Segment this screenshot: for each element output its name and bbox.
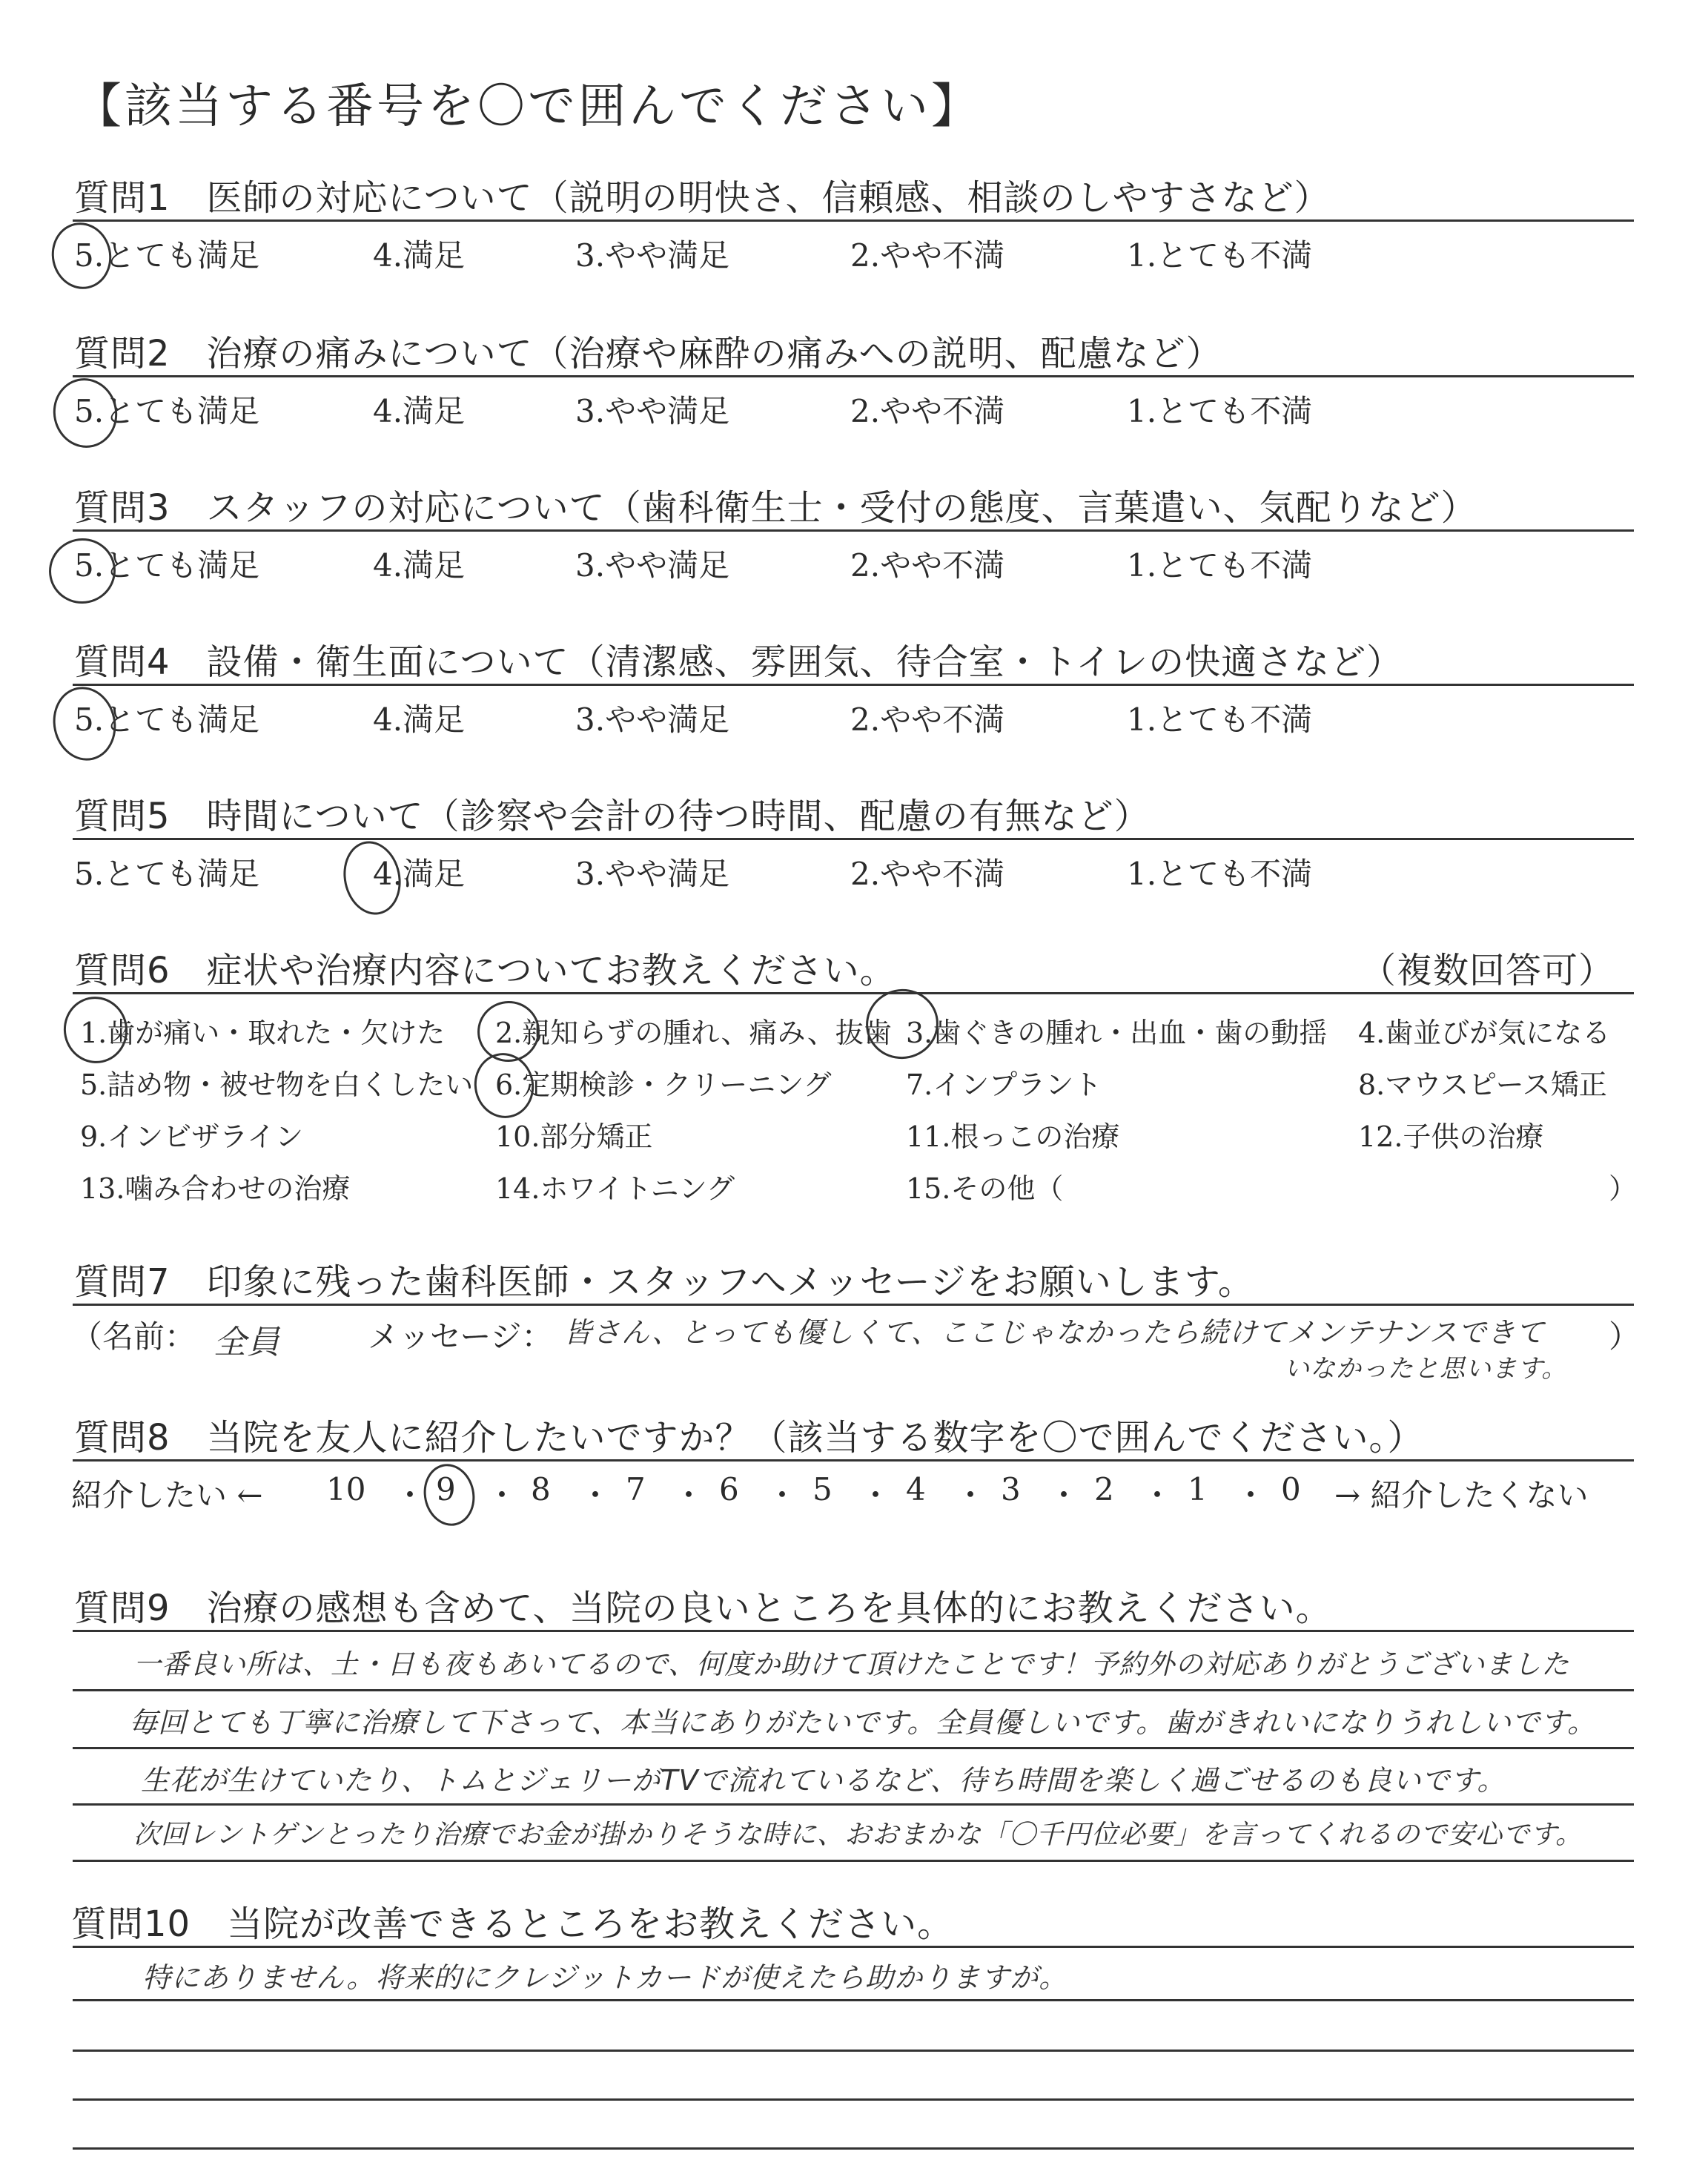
q8-dot: ・ xyxy=(955,1477,987,1513)
page-title: 【該当する番号を〇で囲んでください】 xyxy=(74,79,982,134)
q8-score-4[interactable]: 4 xyxy=(906,1471,926,1507)
q8-dot: ・ xyxy=(860,1477,892,1513)
q2-option-2[interactable]: 2.やや不満 xyxy=(850,393,1005,429)
q8-answer-circle xyxy=(418,1459,480,1530)
q8-score-3[interactable]: 3 xyxy=(1001,1471,1021,1507)
q8-dot: ・ xyxy=(767,1477,798,1513)
q8-score-1[interactable]: 1 xyxy=(1188,1471,1208,1507)
q6-item-7[interactable]: 7.インプラント xyxy=(906,1069,1102,1101)
q5-rule xyxy=(73,838,1634,840)
q6-item-12[interactable]: 12.子供の治療 xyxy=(1358,1120,1544,1153)
q7-name-value[interactable]: 全員 xyxy=(214,1324,280,1361)
q8-score-8[interactable]: 8 xyxy=(531,1471,551,1507)
q9-answer-line-3[interactable]: 生花が生けていたり、トムとジェリーがTVで流れているなど、待ち時間を楽しく過ごせるのも良いです。 xyxy=(141,1764,1506,1797)
q5-option-2[interactable]: 2.やや不満 xyxy=(850,856,1005,892)
q6-heading: 質問6 症状や治療内容についてお教えください。 xyxy=(74,950,896,991)
q7-heading: 質問7 印象に残った歯科医師・スタッフへメッセージをお願いします。 xyxy=(74,1261,1254,1303)
q6-item-13[interactable]: 13.噛み合わせの治療 xyxy=(80,1172,351,1205)
q1-answer-circle xyxy=(46,217,118,295)
q1-option-4[interactable]: 4.満足 xyxy=(373,237,466,274)
q8-right-label: → 紹介したくない xyxy=(1334,1477,1589,1513)
q8-score-7[interactable]: 7 xyxy=(626,1471,646,1507)
q2-option-5[interactable]: 5.とても満足 xyxy=(74,393,260,429)
q6-item-14[interactable]: 14.ホワイトニング xyxy=(495,1172,735,1205)
q10-rule-0 xyxy=(73,1946,1634,1948)
q8-dot: ・ xyxy=(673,1477,705,1513)
q8-score-10[interactable]: 10 xyxy=(326,1471,366,1507)
q5-heading: 質問5 時間について（診察や会計の待つ時間、配慮の有無など） xyxy=(74,796,1151,837)
q9-answer-line-4[interactable]: 次回レントゲンとったり治療でお金が掛かりそうな時に、おおまかな「〇千円位必要」を言ってくれるので安心です。 xyxy=(133,1820,1583,1850)
q4-rule xyxy=(73,684,1634,686)
q6-item-2[interactable]: 2.親知らずの腫れ、痛み、抜歯 xyxy=(495,1017,892,1049)
q3-option-1[interactable]: 1.とても不満 xyxy=(1127,547,1313,584)
q7-message-line-1[interactable]: 皆さん、とっても優しくて、ここじゃなかったら続けてメンテナンスできて xyxy=(563,1316,1545,1349)
q2-option-3[interactable]: 3.やや満足 xyxy=(575,393,730,429)
q4-option-1[interactable]: 1.とても不満 xyxy=(1127,701,1313,738)
q8-dot: ・ xyxy=(1048,1477,1080,1513)
q6-item-15[interactable]: 15.その他（ xyxy=(906,1172,1064,1205)
q1-option-2[interactable]: 2.やや不満 xyxy=(850,237,1005,274)
q9-answer-line-1[interactable]: 一番良い所は、土・日も夜もあいてるので、何度か助けて頂けたことです！予約外の対応ありがとうございました xyxy=(133,1648,1570,1680)
q2-rule xyxy=(73,375,1634,377)
q8-left-label: 紹介したい ← xyxy=(71,1477,263,1513)
q6-answer-circle-6 xyxy=(469,1048,540,1124)
q1-option-5[interactable]: 5.とても満足 xyxy=(74,237,260,274)
q3-rule xyxy=(73,529,1634,532)
q8-dot: ・ xyxy=(1142,1477,1174,1513)
q3-option-2[interactable]: 2.やや不満 xyxy=(850,547,1005,584)
q6-item-5[interactable]: 5.詰め物・被せ物を白くしたい xyxy=(80,1069,474,1101)
q6-rule xyxy=(73,992,1634,994)
q4-option-3[interactable]: 3.やや満足 xyxy=(575,701,730,738)
q6-item-3[interactable]: 3.歯ぐきの腫れ・出血・歯の動揺 xyxy=(906,1017,1328,1049)
q9-rule-0 xyxy=(73,1630,1634,1632)
q1-option-3[interactable]: 3.やや満足 xyxy=(575,237,730,274)
q1-rule xyxy=(73,219,1634,222)
q8-score-6[interactable]: 6 xyxy=(719,1471,739,1507)
q1-heading: 質問1 医師の対応について（説明の明快さ、信頼感、相談のしやすさなど） xyxy=(74,177,1331,219)
q8-dot: ・ xyxy=(394,1477,426,1513)
q4-option-5[interactable]: 5.とても満足 xyxy=(74,701,260,738)
q6-item-1[interactable]: 1.歯が痛い・取れた・欠けた xyxy=(80,1017,446,1049)
q2-heading: 質問2 治療の痛みについて（治療や麻酔の痛みへの説明、配慮など） xyxy=(74,333,1222,374)
q8-heading: 質問8 当院を友人に紹介したいですか？（該当する数字を〇で囲んでください。） xyxy=(74,1417,1424,1459)
q6-item-9[interactable]: 9.インビザライン xyxy=(80,1120,304,1153)
q9-heading: 質問9 治療の感想も含めて、当院の良いところを具体的にお教えください。 xyxy=(74,1588,1332,1629)
q4-option-4[interactable]: 4.満足 xyxy=(373,701,466,738)
q9-rule-1 xyxy=(73,1689,1634,1691)
q9-answer-line-2[interactable]: 毎回とても丁寧に治療して下さって、本当にありがたいです。全員優しいです。歯がきれいになりうれしいです。 xyxy=(129,1706,1597,1739)
q8-dot: ・ xyxy=(580,1477,612,1513)
q6-item-10[interactable]: 10.部分矯正 xyxy=(495,1120,653,1153)
q7-rule xyxy=(73,1304,1634,1306)
q9-rule-3 xyxy=(73,1803,1634,1806)
q2-option-4[interactable]: 4.満足 xyxy=(373,393,466,429)
q3-heading: 質問3 スタッフの対応について（歯科衛生士・受付の態度、言葉遣い、気配りなど） xyxy=(74,487,1477,529)
q10-rule-3 xyxy=(73,2098,1634,2101)
q2-option-1[interactable]: 1.とても不満 xyxy=(1127,393,1313,429)
q8-score-0[interactable]: 0 xyxy=(1281,1471,1301,1507)
q6-item-4[interactable]: 4.歯並びが気になる xyxy=(1358,1017,1611,1049)
q8-dot: ・ xyxy=(1235,1477,1267,1513)
q6-other-close: ） xyxy=(1609,1172,1638,1205)
q5-option-3[interactable]: 3.やや満足 xyxy=(575,856,730,892)
q5-answer-circle xyxy=(337,836,407,920)
q8-dot: ・ xyxy=(486,1477,518,1513)
q4-heading: 質問4 設備・衛生面について（清潔感、雰囲気、待合室・トイレの快適さなど） xyxy=(74,641,1403,683)
q7-message-line-2[interactable]: いなかったと思います。 xyxy=(1284,1354,1568,1384)
q3-option-4[interactable]: 4.満足 xyxy=(373,547,466,584)
q8-score-2[interactable]: 2 xyxy=(1094,1471,1114,1507)
q9-rule-2 xyxy=(73,1747,1634,1749)
q3-option-5[interactable]: 5.とても満足 xyxy=(74,547,260,584)
q7-name-label: （名前： xyxy=(71,1318,196,1355)
q8-score-9[interactable]: 9 xyxy=(436,1471,456,1507)
q5-option-5[interactable]: 5.とても満足 xyxy=(74,856,260,892)
q6-item-8[interactable]: 8.マウスピース矯正 xyxy=(1358,1069,1607,1101)
q8-rule xyxy=(73,1459,1634,1462)
q1-option-1[interactable]: 1.とても不満 xyxy=(1127,237,1313,274)
q7-close-paren: ） xyxy=(1609,1318,1641,1355)
q6-answer-circle-1 xyxy=(58,991,134,1069)
q10-heading: 質問10 当院が改善できるところをお教えください。 xyxy=(71,1903,954,1945)
q8-score-5[interactable]: 5 xyxy=(812,1471,833,1507)
q6-answer-circle-3 xyxy=(859,982,944,1066)
q7-message-label: メッセージ： xyxy=(368,1318,553,1355)
q6-item-11[interactable]: 11.根っこの治療 xyxy=(906,1120,1120,1153)
q10-rule-4 xyxy=(73,2147,1634,2150)
q4-option-2[interactable]: 2.やや不満 xyxy=(850,701,1005,738)
q6-item-6[interactable]: 6.定期検診・クリーニング xyxy=(495,1069,832,1101)
q10-answer-line-1[interactable]: 特にありません。将来的にクレジットカードが使えたら助かりますが。 xyxy=(142,1961,1068,1994)
q2-answer-circle xyxy=(47,372,124,454)
q3-option-3[interactable]: 3.やや満足 xyxy=(575,547,730,584)
q9-rule-4 xyxy=(73,1860,1634,1862)
q5-option-1[interactable]: 1.とても不満 xyxy=(1127,856,1313,892)
q10-rule-1 xyxy=(73,1999,1634,2001)
q4-answer-circle xyxy=(47,681,123,766)
q6-multiple-note: （複数回答可） xyxy=(1360,950,1615,991)
q10-rule-2 xyxy=(73,2050,1634,2052)
q5-option-4[interactable]: 4.満足 xyxy=(373,856,466,892)
